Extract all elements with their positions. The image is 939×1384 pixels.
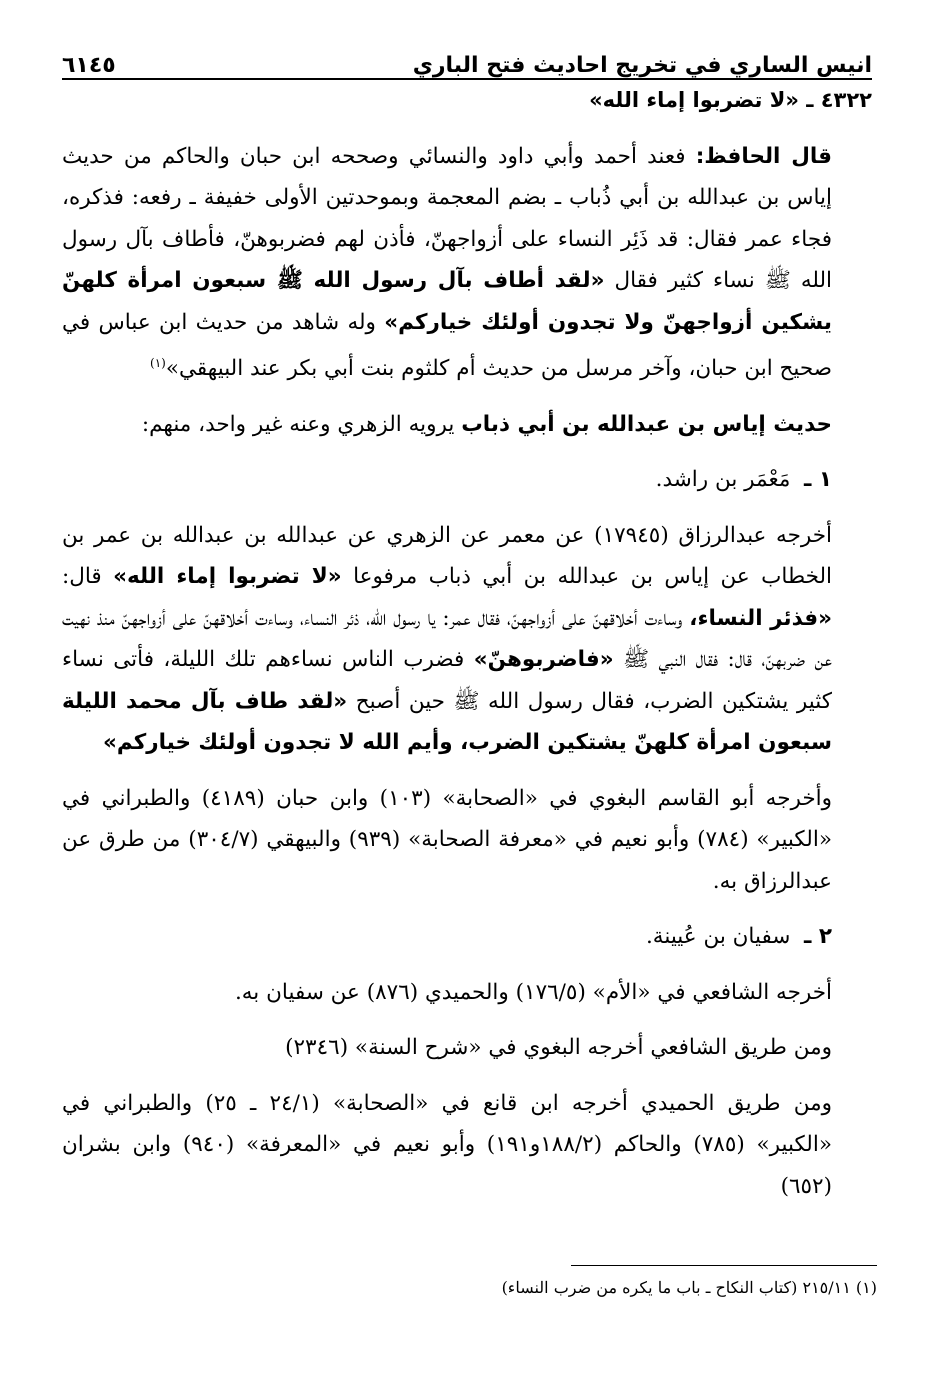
paragraph-abdulrazzaq bbox=[62, 515, 872, 764]
chain-text: يرويه الزهري وعنه غير واحد، منهم: bbox=[141, 411, 462, 437]
hafiz-text: فعند أحمد وأبي داود والنسائي وصححه ابن حبان والحاكم من حديث إياس بن عبدالله بن أبي ذُباب ـ بضم المعجمة وبموحدتين الأولى خفيفة ـ رفعه: فذكره، فجاء عمر فقال: قد ذَئِر النساء على أزواجهنّ، فأذن لهم فضربوهنّ، فأطاف بآل رسول الله ﷺ نساء كثير فقال bbox=[62, 143, 832, 293]
text-run: قال: bbox=[62, 564, 114, 590]
paragraph-sharh-sunna: ومن طريق الشافعي أخرجه البغوي في «شرح السنة» (٢٣٤٦) bbox=[285, 1035, 832, 1061]
footnote-divider bbox=[571, 1265, 877, 1266]
bold-run: «فذئر النساء، bbox=[689, 605, 832, 631]
paragraph-shafii: أخرجه الشافعي في «الأم» (١٧٦/٥) والحميدي (٨٧٦) عن سفيان به. bbox=[234, 979, 832, 1005]
bold-run: «لا تضربوا إماء الله» bbox=[113, 564, 342, 590]
footnote-marker: (١) bbox=[150, 356, 166, 370]
item-2-name: سفيان بن عُيينة. bbox=[645, 924, 791, 950]
page-number: ٦١٤٥ bbox=[62, 53, 116, 78]
chain-bold: حديث إياس بن عبدالله بن أبي ذباب bbox=[461, 411, 832, 437]
page bbox=[62, 30, 872, 1207]
hafiz-quote: «لقد أطاف بآل رسول الله ﷺ سبعون امرأة كلهنّ يشكين أزواجهنّ ولا تجدون أولئك خياركم» bbox=[62, 268, 832, 335]
footnote: (١) ٢١٥/١١ (كتاب النكاح ـ باب ما يكره من ضرب النساء) bbox=[501, 1278, 877, 1297]
running-header bbox=[62, 30, 872, 80]
hafiz-label: قال الحافظ: bbox=[695, 143, 833, 169]
main-text bbox=[62, 80, 872, 1207]
paragraph-humaidi: ومن طريق الحميدي أخرجه ابن قانع في «الصحابة» (٢٤/١ ـ ٢٥) والطبراني في «الكبير» (٧٨٥) والحاكم (١٨٨/٢و١٩١) وأبو نعيم في «المعرفة» (٩٤٠) وابن بشران (٦٥٢) bbox=[62, 1090, 832, 1199]
book-title: انيس الساري في تخريج احاديث فتح الباري bbox=[412, 53, 872, 78]
hafiz-text-2: وله شاهد من حديث ابن عباس في صحيح ابن حبان، وآخر مرسل من حديث أم كلثوم بنت أبي بكر عند البيهقي» bbox=[62, 309, 832, 382]
text-run: أخرجه عبدالرزاق (١٧٩٤٥) عن معمر عن الزهري عن عبدالله بن عبدالله بن عمر بن الخطاب عن إياس بن عبدالله بن أبي ذباب مرفوعا bbox=[62, 522, 832, 590]
item-1-number: ١ ـ bbox=[804, 467, 832, 493]
bold-run: «لقد طاف بآل محمد الليلة سبعون امرأة كلهنّ يشتكين الضرب، وأيم الله لا تجدون أولئك خياركم» bbox=[62, 688, 832, 756]
item-1-name: مَعْمَر بن راشد. bbox=[655, 467, 791, 493]
paragraph-baghawi: وأخرجه أبو القاسم البغوي في «الصحابة» (١٠٣) وابن حبان (٤١٨٩) والطبراني في «الكبير» (٧٨٤) وأبو نعيم في «معرفة الصحابة» (٩٣٩) والبيهقي (٣٠٤/٧) من طرق عن عبدالرزاق به. bbox=[62, 785, 832, 894]
list-item-2 bbox=[62, 916, 872, 958]
text-run: فضرب الناس نساءهم تلك الليلة، فأتى نساء كثير يشتكين الضرب، فقال رسول الله ﷺ حين أصبح bbox=[62, 647, 832, 714]
list-item-1 bbox=[62, 459, 872, 501]
hadith-heading: ٤٣٢٢ ـ «لا تضربوا إماء الله» bbox=[589, 88, 872, 112]
bold-run: «فاضربوهنّ» bbox=[473, 647, 614, 673]
paragraph-chain bbox=[62, 404, 872, 446]
paragraph-hafiz bbox=[62, 136, 872, 390]
text-run: وساءت أخلاقهنّ على أزواجهنّ، فقال عمر: يا رسول الله، ذئر النساء، وساءت أخلاقهنّ على أزواجهنّ منذ نهيت عن ضربهنّ، قال: فقال النبي ﷺ bbox=[62, 605, 832, 673]
item-2-number: ٢ ـ bbox=[804, 924, 832, 950]
